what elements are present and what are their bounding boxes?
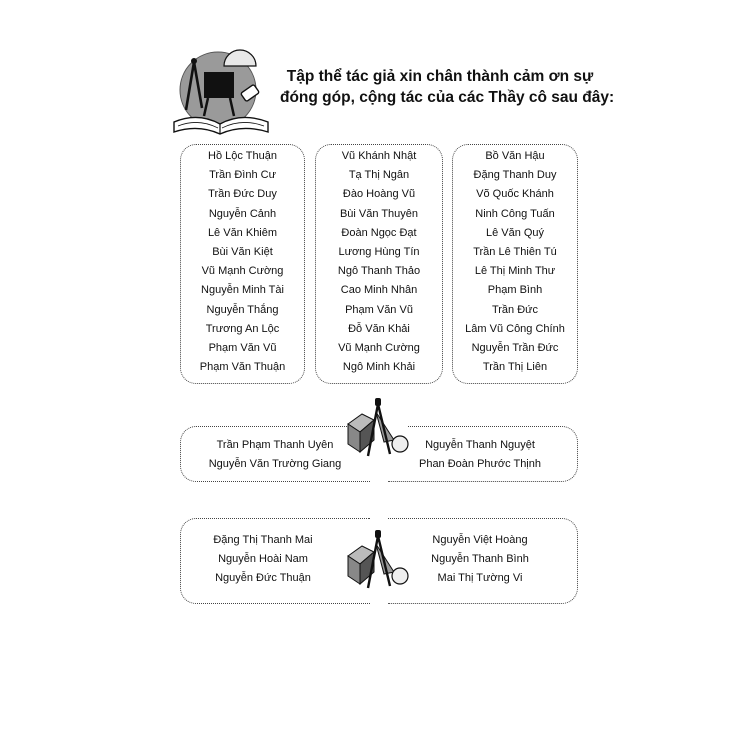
list-item: Hồ Lộc Thuận <box>208 150 277 162</box>
geometry-tools-book-icon <box>170 48 272 136</box>
list-item: Cao Minh Nhân <box>340 284 418 297</box>
list-item: Phạm Bình <box>487 284 543 297</box>
list-item: Phạm Văn Vũ <box>208 341 277 354</box>
page-title <box>280 66 615 108</box>
list-item: Đoàn Ngọc Đạt <box>341 226 417 239</box>
list-item: Nguyễn Trần Đức <box>471 341 559 354</box>
list-item: Nguyễn Hoài Nam <box>218 553 308 566</box>
list-item: Nguyễn Thắng <box>206 303 279 316</box>
list-item: Trần Đức Duy <box>208 188 277 201</box>
list-item: Tạ Thị Ngân <box>348 169 410 182</box>
list-item: Trần Phạm Thanh Uyên <box>216 439 334 451</box>
list-item: Ngô Minh Khải <box>342 361 416 374</box>
list-item: Phạm Văn Vũ <box>345 303 413 316</box>
compass-shapes-icon <box>344 396 412 462</box>
pair1-left-names <box>180 436 370 474</box>
title-line-2: đóng góp, cộng tác của các Thầy cô sau đây: <box>280 89 615 106</box>
compass-shapes-icon <box>344 528 412 594</box>
list-item: Ngô Thanh Thảo <box>337 265 421 278</box>
list-item: Trần Đức <box>491 303 539 316</box>
list-item: Đặng Thanh Duy <box>473 169 557 182</box>
list-item: Đặng Thị Thanh Mai <box>213 534 313 546</box>
list-item: Phan Đoàn Phước Thịnh <box>418 458 541 471</box>
list-item: Võ Quốc Khánh <box>476 188 554 201</box>
list-item: Vũ Khánh Nhật <box>341 150 417 162</box>
pair2-right-names <box>400 531 560 589</box>
title-line-1: Tập thể tác giả xin chân thành cảm ơn sự <box>286 68 594 85</box>
list-item: Bồ Văn Hậu <box>485 150 545 162</box>
list-item: Bùi Văn Thuyên <box>339 207 419 220</box>
names-list-1 <box>180 147 305 377</box>
list-item: Nguyễn Thanh Nguyệt <box>425 439 535 451</box>
names-list-2 <box>315 147 443 377</box>
list-item: Mai Thị Tường Vi <box>437 572 523 585</box>
list-item: Phạm Văn Thuận <box>199 361 286 374</box>
list-item: Trương An Lộc <box>205 322 280 335</box>
list-item: Lương Hùng Tín <box>338 245 420 258</box>
pair1-right-names <box>388 436 572 474</box>
list-item: Trần Thị Liên <box>482 361 548 374</box>
list-item: Ninh Công Tuấn <box>475 207 555 220</box>
list-item: Lê Văn Khiêm <box>207 226 278 239</box>
list-item: Trần Lê Thiên Tú <box>473 245 557 258</box>
names-list-3 <box>452 147 578 377</box>
list-item: Bùi Văn Kiệt <box>212 245 273 258</box>
list-item: Nguyễn Văn Trường Giang <box>208 458 342 471</box>
pair2-left-names <box>180 531 346 589</box>
list-item: Đào Hoàng Vũ <box>342 188 416 201</box>
list-item: Nguyễn Thanh Bình <box>431 553 529 566</box>
list-item: Vũ Mạnh Cường <box>338 341 420 354</box>
list-item: Nguyễn Minh Tài <box>201 284 284 297</box>
list-item: Đỗ Văn Khải <box>348 322 410 335</box>
list-item: Lâm Vũ Công Chính <box>465 322 565 335</box>
list-item: Vũ Mạnh Cường <box>201 265 284 278</box>
list-item: Nguyễn Cảnh <box>208 207 277 220</box>
list-item: Lê Thị Minh Thư <box>474 265 556 278</box>
list-item: Lê Văn Quý <box>485 226 545 239</box>
list-item: Nguyễn Việt Hoàng <box>432 534 528 546</box>
list-item: Nguyễn Đức Thuận <box>215 572 311 585</box>
list-item: Trần Đình Cư <box>209 169 276 182</box>
